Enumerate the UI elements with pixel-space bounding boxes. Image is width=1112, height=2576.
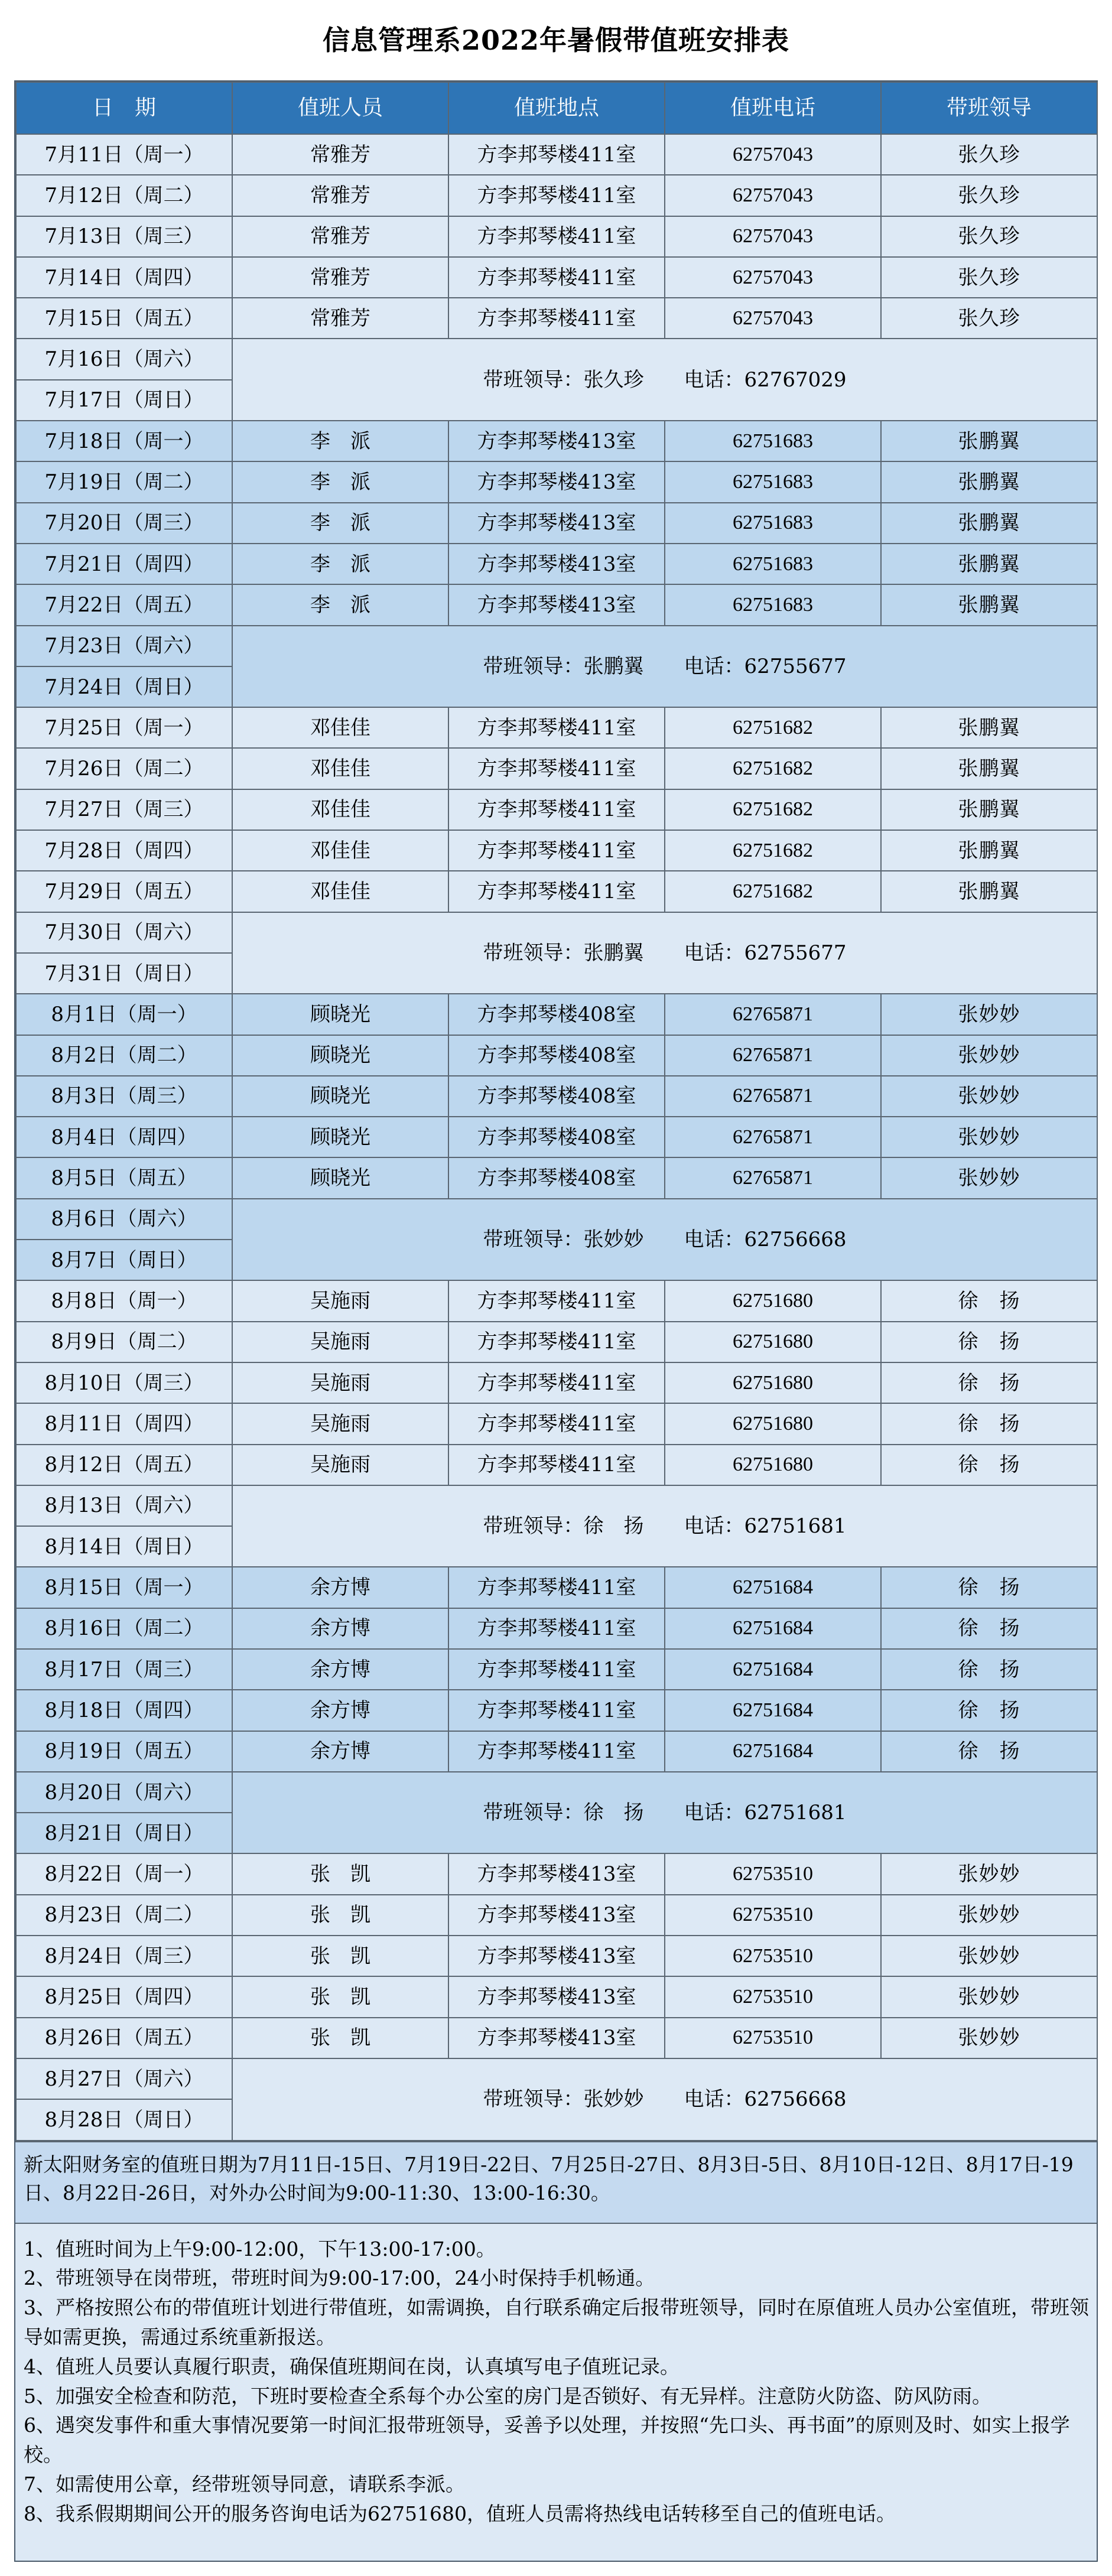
date-cell: 8月13日（周六）: [16, 1485, 232, 1526]
date-cell: 7月20日（周三）: [16, 503, 232, 544]
table-row: [16, 1280, 1097, 1321]
phone-cell: 62753510: [665, 1976, 881, 2017]
person-cell: 张 凯: [232, 1895, 448, 1936]
table-row: [16, 871, 1097, 912]
person-cell: 邓佳佳: [232, 789, 448, 830]
table-row: [16, 257, 1097, 298]
table-row: [16, 216, 1097, 257]
phone-cell: 62751680: [665, 1403, 881, 1444]
leader-cell: 徐 扬: [881, 1731, 1097, 1772]
phone-cell: 62751680: [665, 1362, 881, 1403]
table-row: [16, 707, 1097, 748]
leader-cell: 张妙妙: [881, 1157, 1097, 1198]
person-cell: 余方博: [232, 1567, 448, 1608]
place-cell: 方李邦琴楼413室: [448, 461, 665, 502]
date-cell: 8月19日（周五）: [16, 1731, 232, 1772]
date-cell: 8月9日（周二）: [16, 1322, 232, 1362]
place-cell: 方李邦琴楼411室: [448, 830, 665, 871]
table-row: [16, 1608, 1097, 1649]
place-cell: 方李邦琴楼411室: [448, 1608, 665, 1649]
table-row: [16, 461, 1097, 502]
date-cell: 7月24日（周日）: [16, 666, 232, 707]
table-row: [16, 748, 1097, 789]
place-cell: 方李邦琴楼411室: [448, 1403, 665, 1444]
person-cell: 吴施雨: [232, 1280, 448, 1321]
weekend-leader-cell: 带班领导：徐 扬 电话：62751681: [232, 1772, 1097, 1854]
phone-cell: 62751680: [665, 1445, 881, 1485]
phone-cell: 62757043: [665, 257, 881, 298]
table-row: [16, 1117, 1097, 1157]
finance-office-notice: 新太阳财务室的值班日期为7月11日-15日、7月19日-22日、7月25日-27日、8月3日-5日、8月10日-12日、8月17日-19日、8月22日-26日，对外办公时间为9:00-11:30、13:00-16:30。: [15, 2141, 1097, 2223]
person-cell: 李 派: [232, 461, 448, 502]
place-cell: 方李邦琴楼411室: [448, 707, 665, 748]
rule-item: 2、带班领导在岗带班，带班时间为9:00-17:00，24小时保持手机畅通。: [24, 2266, 655, 2290]
weekend-leader-cell: 带班领导：张鹏翼 电话：62755677: [232, 912, 1097, 994]
phone-cell: 62753510: [665, 2018, 881, 2058]
place-cell: 方李邦琴楼408室: [448, 1076, 665, 1117]
table-row: [16, 830, 1097, 871]
date-cell: 8月14日（周日）: [16, 1526, 232, 1567]
place-cell: 方李邦琴楼413室: [448, 1853, 665, 1894]
place-cell: 方李邦琴楼411室: [448, 216, 665, 257]
place-cell: 方李邦琴楼411室: [448, 1731, 665, 1772]
place-cell: 方李邦琴楼413室: [448, 2018, 665, 2058]
person-cell: 常雅芳: [232, 257, 448, 298]
date-cell: 8月26日（周五）: [16, 2018, 232, 2058]
person-cell: 李 派: [232, 503, 448, 544]
leader-cell: 张鹏翼: [881, 544, 1097, 584]
phone-cell: 62751683: [665, 461, 881, 502]
weekend-row: [16, 1199, 1097, 1240]
place-cell: 方李邦琴楼408室: [448, 994, 665, 1035]
rule-item: 8、我系假期期间公开的服务咨询电话为62751680，值班人员需将热线电话转移至自己的值班电话。: [24, 2502, 896, 2525]
date-cell: 8月6日（周六）: [16, 1199, 232, 1240]
table-row: [16, 1362, 1097, 1403]
date-cell: 8月25日（周四）: [16, 1976, 232, 2017]
phone-cell: 62757043: [665, 175, 881, 216]
person-cell: 常雅芳: [232, 175, 448, 216]
date-cell: 7月12日（周二）: [16, 175, 232, 216]
leader-cell: 徐 扬: [881, 1362, 1097, 1403]
person-cell: 邓佳佳: [232, 830, 448, 871]
table-row: [16, 1445, 1097, 1485]
table-body: [16, 134, 1097, 2141]
weekend-row: [16, 2058, 1097, 2099]
table-row: [16, 503, 1097, 544]
date-cell: 8月11日（周四）: [16, 1403, 232, 1444]
leader-cell: 徐 扬: [881, 1322, 1097, 1362]
place-cell: 方李邦琴楼413室: [448, 1976, 665, 2017]
person-cell: 张 凯: [232, 1976, 448, 2017]
place-cell: 方李邦琴楼411室: [448, 134, 665, 175]
weekend-leader-cell: 带班领导：徐 扬 电话：62751681: [232, 1485, 1097, 1567]
person-cell: 邓佳佳: [232, 871, 448, 912]
person-cell: 余方博: [232, 1690, 448, 1731]
leader-cell: 张鹏翼: [881, 707, 1097, 748]
person-cell: 余方博: [232, 1608, 448, 1649]
table-row: [16, 1157, 1097, 1198]
place-cell: 方李邦琴楼411室: [448, 748, 665, 789]
table-row: [16, 1690, 1097, 1731]
place-cell: 方李邦琴楼411室: [448, 1362, 665, 1403]
leader-cell: 徐 扬: [881, 1280, 1097, 1321]
date-cell: 7月11日（周一）: [16, 134, 232, 175]
place-cell: 方李邦琴楼411室: [448, 1649, 665, 1690]
person-cell: 余方博: [232, 1649, 448, 1690]
phone-cell: 62753510: [665, 1895, 881, 1936]
weekend-row: [16, 626, 1097, 666]
place-cell: 方李邦琴楼413室: [448, 503, 665, 544]
leader-cell: 徐 扬: [881, 1403, 1097, 1444]
date-cell: 8月7日（周日）: [16, 1240, 232, 1280]
date-cell: 7月31日（周日）: [16, 953, 232, 994]
phone-cell: 62751684: [665, 1731, 881, 1772]
leader-cell: 徐 扬: [881, 1608, 1097, 1649]
header-place: 值班地点: [448, 82, 665, 134]
duty-schedule-table: [15, 82, 1098, 2141]
date-cell: 7月17日（周日）: [16, 380, 232, 421]
phone-cell: 62753510: [665, 1853, 881, 1894]
date-cell: 8月12日（周五）: [16, 1445, 232, 1485]
place-cell: 方李邦琴楼413室: [448, 421, 665, 461]
rule-item: 7、如需使用公章，经带班领导同意，请联系李派。: [24, 2472, 465, 2496]
table-row: [16, 1731, 1097, 1772]
date-cell: 8月10日（周三）: [16, 1362, 232, 1403]
table-row: [16, 421, 1097, 461]
place-cell: 方李邦琴楼413室: [448, 1936, 665, 1976]
date-cell: 7月14日（周四）: [16, 257, 232, 298]
weekend-leader-cell: 带班领导：张妙妙 电话：62756668: [232, 2058, 1097, 2141]
weekend-row: [16, 1772, 1097, 1813]
person-cell: 顾晓光: [232, 994, 448, 1035]
date-cell: 7月18日（周一）: [16, 421, 232, 461]
date-cell: 7月22日（周五）: [16, 584, 232, 625]
date-cell: 7月26日（周二）: [16, 748, 232, 789]
date-cell: 8月20日（周六）: [16, 1772, 232, 1813]
table-row: [16, 1895, 1097, 1936]
place-cell: 方李邦琴楼411室: [448, 298, 665, 339]
phone-cell: 62765871: [665, 994, 881, 1035]
rule-item: 3、严格按照公布的带值班计划进行带值班，如需调换，自行联系确定后报带班领导，同时在原值班人员办公室值班，带班领导如需更换，需通过系统重新报送。: [24, 2296, 1089, 2349]
date-cell: 7月13日（周三）: [16, 216, 232, 257]
date-cell: 8月24日（周三）: [16, 1936, 232, 1976]
person-cell: 邓佳佳: [232, 707, 448, 748]
table-header-row: [16, 82, 1097, 134]
leader-cell: 徐 扬: [881, 1567, 1097, 1608]
place-cell: 方李邦琴楼411室: [448, 1280, 665, 1321]
weekend-row: [16, 1485, 1097, 1526]
table-row: [16, 1322, 1097, 1362]
leader-cell: 张鹏翼: [881, 461, 1097, 502]
place-cell: 方李邦琴楼413室: [448, 584, 665, 625]
person-cell: 吴施雨: [232, 1362, 448, 1403]
place-cell: 方李邦琴楼411室: [448, 1445, 665, 1485]
leader-cell: 徐 扬: [881, 1690, 1097, 1731]
phone-cell: 62751682: [665, 830, 881, 871]
date-cell: 8月15日（周一）: [16, 1567, 232, 1608]
phone-cell: 62751682: [665, 707, 881, 748]
table-row: [16, 1976, 1097, 2017]
date-cell: 7月25日（周一）: [16, 707, 232, 748]
date-cell: 8月16日（周二）: [16, 1608, 232, 1649]
leader-cell: 张鹏翼: [881, 789, 1097, 830]
person-cell: 张 凯: [232, 2018, 448, 2058]
table-row: [16, 1076, 1097, 1117]
person-cell: 顾晓光: [232, 1076, 448, 1117]
weekend-leader-cell: 带班领导：张妙妙 电话：62756668: [232, 1199, 1097, 1281]
leader-cell: 张久珍: [881, 216, 1097, 257]
place-cell: 方李邦琴楼411室: [448, 1322, 665, 1362]
leader-cell: 张妙妙: [881, 1853, 1097, 1894]
table-row: [16, 1403, 1097, 1444]
weekend-row: [16, 912, 1097, 953]
date-cell: 8月3日（周三）: [16, 1076, 232, 1117]
table-row: [16, 994, 1097, 1035]
leader-cell: 张久珍: [881, 298, 1097, 339]
phone-cell: 62751684: [665, 1649, 881, 1690]
table-row: [16, 134, 1097, 175]
phone-cell: 62751683: [665, 503, 881, 544]
date-cell: 7月28日（周四）: [16, 830, 232, 871]
date-cell: 7月30日（周六）: [16, 912, 232, 953]
header-date: 日 期: [16, 82, 232, 134]
leader-cell: 张鹏翼: [881, 421, 1097, 461]
table-row: [16, 1649, 1097, 1690]
person-cell: 余方博: [232, 1731, 448, 1772]
phone-cell: 62751683: [665, 584, 881, 625]
table-row: [16, 789, 1097, 830]
date-cell: 7月29日（周五）: [16, 871, 232, 912]
table-row: [16, 1936, 1097, 1976]
weekend-leader-cell: 带班领导：张鹏翼 电话：62755677: [232, 626, 1097, 708]
person-cell: 常雅芳: [232, 134, 448, 175]
page-title: 信息管理系2022年暑假带值班安排表: [322, 24, 790, 56]
leader-cell: 徐 扬: [881, 1445, 1097, 1485]
phone-cell: 62757043: [665, 216, 881, 257]
leader-cell: 张妙妙: [881, 1976, 1097, 2017]
date-cell: 8月23日（周二）: [16, 1895, 232, 1936]
person-cell: 顾晓光: [232, 1035, 448, 1076]
date-cell: 8月2日（周二）: [16, 1035, 232, 1076]
table-row: [16, 1035, 1097, 1076]
leader-cell: 张妙妙: [881, 1076, 1097, 1117]
phone-cell: 62751683: [665, 544, 881, 584]
rule-item: 6、遇突发事件和重大事情况要第一时间汇报带班领导，妥善予以处理，并按照“先口头、再书面”的原则及时、如实上报学校。: [24, 2414, 1070, 2467]
leader-cell: 徐 扬: [881, 1649, 1097, 1690]
place-cell: 方李邦琴楼411室: [448, 1567, 665, 1608]
date-cell: 8月5日（周五）: [16, 1157, 232, 1198]
place-cell: 方李邦琴楼411室: [448, 1690, 665, 1731]
date-cell: 8月8日（周一）: [16, 1280, 232, 1321]
date-cell: 8月17日（周三）: [16, 1649, 232, 1690]
phone-cell: 62751684: [665, 1567, 881, 1608]
place-cell: 方李邦琴楼411室: [448, 175, 665, 216]
leader-cell: 张妙妙: [881, 1895, 1097, 1936]
person-cell: 吴施雨: [232, 1403, 448, 1444]
phone-cell: 62765871: [665, 1076, 881, 1117]
table-row: [16, 544, 1097, 584]
leader-cell: 张鹏翼: [881, 503, 1097, 544]
date-cell: 8月22日（周一）: [16, 1853, 232, 1894]
place-cell: 方李邦琴楼411室: [448, 257, 665, 298]
person-cell: 吴施雨: [232, 1322, 448, 1362]
date-cell: 7月15日（周五）: [16, 298, 232, 339]
person-cell: 李 派: [232, 544, 448, 584]
leader-cell: 张鹏翼: [881, 830, 1097, 871]
date-cell: 8月1日（周一）: [16, 994, 232, 1035]
leader-cell: 张妙妙: [881, 1035, 1097, 1076]
rule-item: 5、加强安全检查和防范，下班时要检查全系每个办公室的房门是否锁好、有无异样。注意防火防盗、防风防雨。: [24, 2384, 991, 2408]
date-cell: 7月23日（周六）: [16, 626, 232, 666]
phone-cell: 62765871: [665, 1117, 881, 1157]
header-leader: 带班领导: [881, 82, 1097, 134]
leader-cell: 张鹏翼: [881, 748, 1097, 789]
rule-item: 1、值班时间为上午9:00-12:00，下午13:00-17:00。: [24, 2237, 496, 2260]
person-cell: 顾晓光: [232, 1117, 448, 1157]
header-person: 值班人员: [232, 82, 448, 134]
phone-cell: 62751683: [665, 421, 881, 461]
table-row: [16, 1567, 1097, 1608]
leader-cell: 张鹏翼: [881, 871, 1097, 912]
date-cell: 7月21日（周四）: [16, 544, 232, 584]
phone-cell: 62765871: [665, 1157, 881, 1198]
table-row: [16, 584, 1097, 625]
date-cell: 8月21日（周日）: [16, 1813, 232, 1853]
leader-cell: 张久珍: [881, 134, 1097, 175]
table-row: [16, 1853, 1097, 1894]
person-cell: 常雅芳: [232, 216, 448, 257]
phone-cell: 62751680: [665, 1322, 881, 1362]
leader-cell: 张妙妙: [881, 994, 1097, 1035]
header-phone: 值班电话: [665, 82, 881, 134]
person-cell: 邓佳佳: [232, 748, 448, 789]
phone-cell: 62753510: [665, 1936, 881, 1976]
date-cell: 8月4日（周四）: [16, 1117, 232, 1157]
person-cell: 顾晓光: [232, 1157, 448, 1198]
place-cell: 方李邦琴楼413室: [448, 544, 665, 584]
phone-cell: 62751682: [665, 789, 881, 830]
phone-cell: 62751682: [665, 748, 881, 789]
table-row: [16, 2018, 1097, 2058]
leader-cell: 张妙妙: [881, 2018, 1097, 2058]
table-row: [16, 298, 1097, 339]
leader-cell: 张妙妙: [881, 1936, 1097, 1976]
place-cell: 方李邦琴楼413室: [448, 1895, 665, 1936]
place-cell: 方李邦琴楼408室: [448, 1117, 665, 1157]
person-cell: 李 派: [232, 421, 448, 461]
phone-cell: 62751684: [665, 1608, 881, 1649]
place-cell: 方李邦琴楼411室: [448, 789, 665, 830]
person-cell: 吴施雨: [232, 1445, 448, 1485]
person-cell: 张 凯: [232, 1936, 448, 1976]
weekend-row: [16, 339, 1097, 379]
date-cell: 7月27日（周三）: [16, 789, 232, 830]
leader-cell: 张妙妙: [881, 1117, 1097, 1157]
leader-cell: 张久珍: [881, 175, 1097, 216]
phone-cell: 62751680: [665, 1280, 881, 1321]
rule-item: 4、值班人员要认真履行职责，确保值班期间在岗，认真填写电子值班记录。: [24, 2354, 679, 2378]
phone-cell: 62757043: [665, 298, 881, 339]
leader-cell: 张鹏翼: [881, 584, 1097, 625]
place-cell: 方李邦琴楼408室: [448, 1157, 665, 1198]
schedule-sheet: [14, 80, 1098, 2562]
person-cell: 常雅芳: [232, 298, 448, 339]
phone-cell: 62751684: [665, 1690, 881, 1731]
date-cell: 8月28日（周日）: [16, 2099, 232, 2140]
weekend-leader-cell: 带班领导：张久珍 电话：62767029: [232, 339, 1097, 421]
date-cell: 8月27日（周六）: [16, 2058, 232, 2099]
phone-cell: 62751682: [665, 871, 881, 912]
table-row: [16, 175, 1097, 216]
date-cell: 8月18日（周四）: [16, 1690, 232, 1731]
date-cell: 7月19日（周二）: [16, 461, 232, 502]
date-cell: 7月16日（周六）: [16, 339, 232, 379]
leader-cell: 张久珍: [881, 257, 1097, 298]
person-cell: 李 派: [232, 584, 448, 625]
person-cell: 张 凯: [232, 1853, 448, 1894]
rules-section: [15, 2223, 1097, 2561]
place-cell: 方李邦琴楼411室: [448, 871, 665, 912]
place-cell: 方李邦琴楼408室: [448, 1035, 665, 1076]
phone-cell: 62765871: [665, 1035, 881, 1076]
phone-cell: 62757043: [665, 134, 881, 175]
